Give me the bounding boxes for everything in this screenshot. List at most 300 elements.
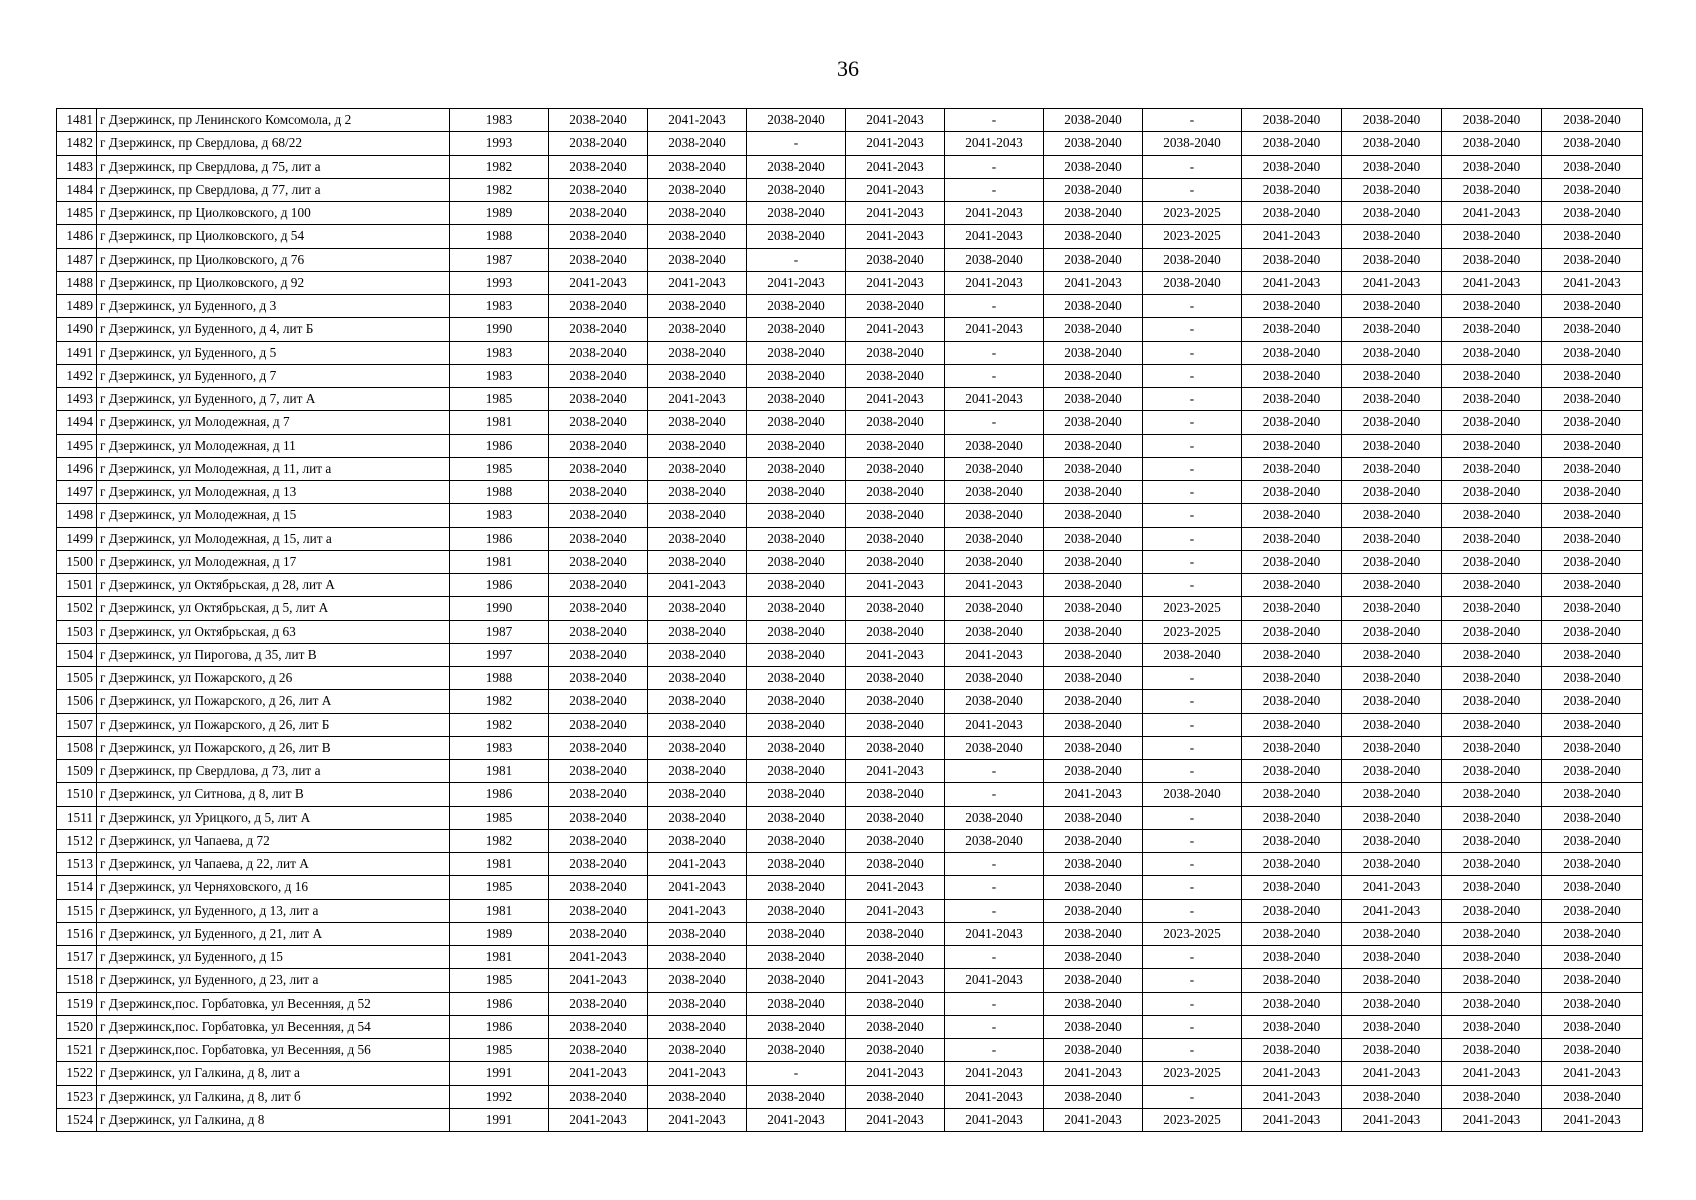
cell-period-7: - xyxy=(1143,434,1242,457)
cell-period-3: 2038-2040 xyxy=(747,760,846,783)
cell-period-4: 2038-2040 xyxy=(846,248,945,271)
cell-build-year: 1982 xyxy=(450,178,549,201)
cell-period-7: - xyxy=(1143,341,1242,364)
cell-period-8: 2041-2043 xyxy=(1242,225,1342,248)
cell-period-8: 2038-2040 xyxy=(1242,178,1342,201)
cell-period-5: - xyxy=(945,155,1044,178)
cell-period-9: 2038-2040 xyxy=(1342,1039,1442,1062)
cell-address: г Дзержинск,пос. Горбатовка, ул Весенняя, д 54 xyxy=(97,1015,450,1038)
cell-period-7: 2038-2040 xyxy=(1143,132,1242,155)
cell-period-10: 2038-2040 xyxy=(1442,1039,1542,1062)
table-row xyxy=(57,527,1643,550)
cell-row-number: 1504 xyxy=(57,643,97,666)
cell-period-4: 2041-2043 xyxy=(846,202,945,225)
cell-period-8: 2041-2043 xyxy=(1242,1108,1342,1131)
cell-period-3: 2038-2040 xyxy=(747,620,846,643)
table-row xyxy=(57,1108,1643,1131)
cell-build-year: 1988 xyxy=(450,481,549,504)
cell-period-10: 2038-2040 xyxy=(1442,946,1542,969)
cell-build-year: 1991 xyxy=(450,1108,549,1131)
table-row xyxy=(57,1015,1643,1038)
cell-period-7: 2023-2025 xyxy=(1143,620,1242,643)
cell-period-2: 2038-2040 xyxy=(648,806,747,829)
cell-period-1: 2038-2040 xyxy=(549,806,648,829)
cell-period-5: 2041-2043 xyxy=(945,713,1044,736)
cell-period-5: - xyxy=(945,1039,1044,1062)
cell-row-number: 1508 xyxy=(57,736,97,759)
cell-address: г Дзержинск, ул Молодежная, д 15, лит а xyxy=(97,527,450,550)
cell-period-4: 2038-2040 xyxy=(846,829,945,852)
cell-period-10: 2038-2040 xyxy=(1442,620,1542,643)
cell-period-4: 2038-2040 xyxy=(846,992,945,1015)
cell-period-1: 2038-2040 xyxy=(549,760,648,783)
cell-period-3: 2038-2040 xyxy=(747,109,846,132)
cell-period-3: 2038-2040 xyxy=(747,481,846,504)
cell-period-3: 2038-2040 xyxy=(747,597,846,620)
table-row xyxy=(57,411,1643,434)
cell-period-8: 2038-2040 xyxy=(1242,248,1342,271)
cell-period-1: 2038-2040 xyxy=(549,155,648,178)
cell-period-10: 2038-2040 xyxy=(1442,643,1542,666)
cell-period-10: 2038-2040 xyxy=(1442,690,1542,713)
table-row xyxy=(57,783,1643,806)
cell-period-9: 2038-2040 xyxy=(1342,202,1442,225)
cell-row-number: 1494 xyxy=(57,411,97,434)
cell-period-10: 2041-2043 xyxy=(1442,1108,1542,1131)
cell-address: г Дзержинск, ул Буденного, д 15 xyxy=(97,946,450,969)
cell-period-8: 2038-2040 xyxy=(1242,736,1342,759)
cell-period-7: 2023-2025 xyxy=(1143,225,1242,248)
cell-period-9: 2038-2040 xyxy=(1342,248,1442,271)
cell-period-10: 2038-2040 xyxy=(1442,550,1542,573)
cell-period-6: 2038-2040 xyxy=(1044,318,1143,341)
cell-period-9: 2038-2040 xyxy=(1342,992,1442,1015)
cell-period-2: 2038-2040 xyxy=(648,411,747,434)
cell-period-5: - xyxy=(945,783,1044,806)
cell-period-8: 2038-2040 xyxy=(1242,318,1342,341)
cell-period-6: 2038-2040 xyxy=(1044,853,1143,876)
cell-period-10: 2038-2040 xyxy=(1442,806,1542,829)
cell-period-2: 2038-2040 xyxy=(648,783,747,806)
cell-period-1: 2041-2043 xyxy=(549,271,648,294)
cell-period-1: 2038-2040 xyxy=(549,202,648,225)
cell-period-10: 2038-2040 xyxy=(1442,411,1542,434)
cell-period-6: 2038-2040 xyxy=(1044,388,1143,411)
cell-period-3: 2038-2040 xyxy=(747,457,846,480)
cell-period-8: 2038-2040 xyxy=(1242,1039,1342,1062)
table-row xyxy=(57,667,1643,690)
cell-period-9: 2038-2040 xyxy=(1342,1085,1442,1108)
cell-build-year: 1986 xyxy=(450,574,549,597)
cell-period-10: 2038-2040 xyxy=(1442,341,1542,364)
cell-build-year: 1988 xyxy=(450,225,549,248)
cell-period-1: 2038-2040 xyxy=(549,1039,648,1062)
cell-period-2: 2038-2040 xyxy=(648,225,747,248)
cell-period-9: 2038-2040 xyxy=(1342,225,1442,248)
cell-row-number: 1488 xyxy=(57,271,97,294)
cell-period-5: - xyxy=(945,295,1044,318)
cell-period-5: 2038-2040 xyxy=(945,806,1044,829)
cell-period-7: - xyxy=(1143,364,1242,387)
cell-address: г Дзержинск, ул Черняховского, д 16 xyxy=(97,876,450,899)
cell-period-5: - xyxy=(945,1015,1044,1038)
table-row xyxy=(57,713,1643,736)
cell-period-2: 2038-2040 xyxy=(648,946,747,969)
cell-period-7: - xyxy=(1143,295,1242,318)
cell-address: г Дзержинск, ул Буденного, д 5 xyxy=(97,341,450,364)
cell-period-3: 2038-2040 xyxy=(747,318,846,341)
cell-period-6: 2038-2040 xyxy=(1044,574,1143,597)
cell-period-6: 2038-2040 xyxy=(1044,178,1143,201)
cell-period-2: 2038-2040 xyxy=(648,760,747,783)
cell-period-8: 2038-2040 xyxy=(1242,597,1342,620)
cell-period-7: - xyxy=(1143,760,1242,783)
cell-period-11: 2038-2040 xyxy=(1542,248,1643,271)
cell-period-1: 2038-2040 xyxy=(549,434,648,457)
cell-row-number: 1509 xyxy=(57,760,97,783)
cell-period-2: 2038-2040 xyxy=(648,713,747,736)
cell-period-1: 2038-2040 xyxy=(549,411,648,434)
cell-period-1: 2038-2040 xyxy=(549,295,648,318)
cell-period-9: 2038-2040 xyxy=(1342,295,1442,318)
cell-period-1: 2038-2040 xyxy=(549,992,648,1015)
cell-period-7: - xyxy=(1143,1015,1242,1038)
cell-build-year: 1987 xyxy=(450,620,549,643)
cell-period-11: 2038-2040 xyxy=(1542,1085,1643,1108)
cell-row-number: 1503 xyxy=(57,620,97,643)
cell-period-3: 2038-2040 xyxy=(747,946,846,969)
cell-period-3: 2038-2040 xyxy=(747,853,846,876)
cell-period-5: - xyxy=(945,364,1044,387)
cell-period-5: 2041-2043 xyxy=(945,132,1044,155)
cell-address: г Дзержинск, пр Свердлова, д 73, лит а xyxy=(97,760,450,783)
cell-period-4: 2038-2040 xyxy=(846,946,945,969)
cell-period-9: 2038-2040 xyxy=(1342,434,1442,457)
cell-period-6: 2038-2040 xyxy=(1044,760,1143,783)
cell-build-year: 1981 xyxy=(450,853,549,876)
cell-period-8: 2038-2040 xyxy=(1242,388,1342,411)
cell-period-5: - xyxy=(945,178,1044,201)
cell-address: г Дзержинск, ул Октябрьская, д 5, лит А xyxy=(97,597,450,620)
cell-period-5: 2041-2043 xyxy=(945,1085,1044,1108)
cell-period-4: 2038-2040 xyxy=(846,620,945,643)
cell-period-9: 2038-2040 xyxy=(1342,178,1442,201)
cell-period-6: 2038-2040 xyxy=(1044,364,1143,387)
table-row xyxy=(57,202,1643,225)
cell-period-6: 2038-2040 xyxy=(1044,155,1143,178)
cell-period-4: 2038-2040 xyxy=(846,341,945,364)
cell-period-7: - xyxy=(1143,876,1242,899)
cell-period-11: 2038-2040 xyxy=(1542,829,1643,852)
cell-row-number: 1501 xyxy=(57,574,97,597)
cell-period-1: 2038-2040 xyxy=(549,899,648,922)
cell-period-7: - xyxy=(1143,388,1242,411)
cell-address: г Дзержинск, пр Циолковского, д 100 xyxy=(97,202,450,225)
cell-build-year: 1986 xyxy=(450,434,549,457)
cell-period-8: 2038-2040 xyxy=(1242,992,1342,1015)
cell-period-3: 2038-2040 xyxy=(747,806,846,829)
cell-build-year: 1981 xyxy=(450,411,549,434)
cell-period-10: 2038-2040 xyxy=(1442,992,1542,1015)
page-number: 36 xyxy=(837,56,859,81)
cell-period-9: 2038-2040 xyxy=(1342,667,1442,690)
cell-period-6: 2038-2040 xyxy=(1044,434,1143,457)
cell-period-10: 2038-2040 xyxy=(1442,899,1542,922)
cell-address: г Дзержинск, пр Свердлова, д 75, лит а xyxy=(97,155,450,178)
cell-address: г Дзержинск, ул Октябрьская, д 63 xyxy=(97,620,450,643)
table-row xyxy=(57,364,1643,387)
cell-period-10: 2038-2040 xyxy=(1442,1085,1542,1108)
cell-period-6: 2038-2040 xyxy=(1044,829,1143,852)
cell-period-9: 2038-2040 xyxy=(1342,550,1442,573)
cell-period-9: 2038-2040 xyxy=(1342,109,1442,132)
table-row xyxy=(57,969,1643,992)
cell-period-4: 2038-2040 xyxy=(846,364,945,387)
cell-row-number: 1517 xyxy=(57,946,97,969)
cell-build-year: 1986 xyxy=(450,1015,549,1038)
table-row xyxy=(57,922,1643,945)
cell-row-number: 1522 xyxy=(57,1062,97,1085)
cell-period-11: 2038-2040 xyxy=(1542,504,1643,527)
table-row xyxy=(57,620,1643,643)
cell-period-10: 2038-2040 xyxy=(1442,760,1542,783)
table-row xyxy=(57,271,1643,294)
table-row xyxy=(57,457,1643,480)
cell-period-4: 2038-2040 xyxy=(846,457,945,480)
cell-period-4: 2038-2040 xyxy=(846,783,945,806)
cell-period-5: 2038-2040 xyxy=(945,248,1044,271)
cell-period-1: 2038-2040 xyxy=(549,829,648,852)
cell-period-8: 2038-2040 xyxy=(1242,853,1342,876)
cell-period-8: 2038-2040 xyxy=(1242,481,1342,504)
cell-period-4: 2038-2040 xyxy=(846,550,945,573)
cell-build-year: 1983 xyxy=(450,736,549,759)
cell-period-8: 2038-2040 xyxy=(1242,760,1342,783)
cell-period-8: 2041-2043 xyxy=(1242,1085,1342,1108)
cell-period-1: 2038-2040 xyxy=(549,550,648,573)
cell-period-11: 2038-2040 xyxy=(1542,946,1643,969)
cell-period-5: 2041-2043 xyxy=(945,388,1044,411)
cell-period-3: 2038-2040 xyxy=(747,992,846,1015)
cell-period-6: 2038-2040 xyxy=(1044,1015,1143,1038)
cell-build-year: 1982 xyxy=(450,829,549,852)
table-row xyxy=(57,876,1643,899)
table-row xyxy=(57,504,1643,527)
cell-address: г Дзержинск, пр Свердлова, д 68/22 xyxy=(97,132,450,155)
cell-period-4: 2038-2040 xyxy=(846,527,945,550)
cell-row-number: 1497 xyxy=(57,481,97,504)
cell-period-4: 2041-2043 xyxy=(846,271,945,294)
cell-period-10: 2038-2040 xyxy=(1442,713,1542,736)
cell-period-7: 2038-2040 xyxy=(1143,643,1242,666)
cell-row-number: 1486 xyxy=(57,225,97,248)
cell-period-8: 2038-2040 xyxy=(1242,713,1342,736)
cell-period-11: 2038-2040 xyxy=(1542,341,1643,364)
cell-address: г Дзержинск, пр Циолковского, д 54 xyxy=(97,225,450,248)
cell-period-2: 2038-2040 xyxy=(648,155,747,178)
cell-period-1: 2038-2040 xyxy=(549,597,648,620)
cell-period-1: 2038-2040 xyxy=(549,922,648,945)
cell-address: г Дзержинск, ул Урицкого, д 5, лит А xyxy=(97,806,450,829)
cell-period-6: 2038-2040 xyxy=(1044,411,1143,434)
cell-build-year: 1983 xyxy=(450,504,549,527)
cell-period-5: - xyxy=(945,853,1044,876)
cell-period-1: 2038-2040 xyxy=(549,457,648,480)
cell-period-4: 2041-2043 xyxy=(846,178,945,201)
cell-period-6: 2038-2040 xyxy=(1044,806,1143,829)
cell-period-8: 2038-2040 xyxy=(1242,341,1342,364)
cell-row-number: 1519 xyxy=(57,992,97,1015)
cell-period-4: 2041-2043 xyxy=(846,574,945,597)
cell-period-5: 2038-2040 xyxy=(945,597,1044,620)
cell-period-1: 2038-2040 xyxy=(549,388,648,411)
cell-build-year: 1982 xyxy=(450,690,549,713)
cell-period-9: 2038-2040 xyxy=(1342,620,1442,643)
cell-period-7: - xyxy=(1143,667,1242,690)
cell-period-3: 2038-2040 xyxy=(747,690,846,713)
cell-period-8: 2041-2043 xyxy=(1242,271,1342,294)
cell-period-3: 2038-2040 xyxy=(747,504,846,527)
cell-period-11: 2038-2040 xyxy=(1542,388,1643,411)
cell-period-4: 2038-2040 xyxy=(846,295,945,318)
cell-period-10: 2038-2040 xyxy=(1442,364,1542,387)
cell-period-8: 2038-2040 xyxy=(1242,527,1342,550)
cell-period-2: 2041-2043 xyxy=(648,388,747,411)
cell-period-9: 2038-2040 xyxy=(1342,946,1442,969)
cell-period-10: 2038-2040 xyxy=(1442,178,1542,201)
cell-period-2: 2038-2040 xyxy=(648,736,747,759)
table-row xyxy=(57,1085,1643,1108)
cell-period-4: 2038-2040 xyxy=(846,667,945,690)
cell-period-6: 2038-2040 xyxy=(1044,899,1143,922)
cell-period-6: 2038-2040 xyxy=(1044,713,1143,736)
cell-period-7: - xyxy=(1143,806,1242,829)
cell-period-6: 2038-2040 xyxy=(1044,295,1143,318)
cell-period-8: 2038-2040 xyxy=(1242,109,1342,132)
cell-period-4: 2038-2040 xyxy=(846,1015,945,1038)
cell-period-10: 2038-2040 xyxy=(1442,132,1542,155)
cell-period-1: 2038-2040 xyxy=(549,690,648,713)
cell-period-2: 2038-2040 xyxy=(648,527,747,550)
cell-period-5: 2041-2043 xyxy=(945,318,1044,341)
cell-period-6: 2038-2040 xyxy=(1044,504,1143,527)
cell-period-11: 2038-2040 xyxy=(1542,643,1643,666)
cell-row-number: 1500 xyxy=(57,550,97,573)
cell-period-7: - xyxy=(1143,457,1242,480)
cell-period-3: 2038-2040 xyxy=(747,527,846,550)
cell-period-2: 2041-2043 xyxy=(648,899,747,922)
cell-period-4: 2041-2043 xyxy=(846,1062,945,1085)
cell-period-2: 2038-2040 xyxy=(648,620,747,643)
cell-period-2: 2038-2040 xyxy=(648,504,747,527)
cell-period-9: 2041-2043 xyxy=(1342,1108,1442,1131)
cell-period-9: 2038-2040 xyxy=(1342,783,1442,806)
table-row xyxy=(57,806,1643,829)
cell-period-5: - xyxy=(945,876,1044,899)
cell-address: г Дзержинск, пр Свердлова, д 77, лит а xyxy=(97,178,450,201)
cell-period-2: 2038-2040 xyxy=(648,690,747,713)
cell-period-8: 2038-2040 xyxy=(1242,620,1342,643)
cell-period-8: 2038-2040 xyxy=(1242,202,1342,225)
cell-period-11: 2038-2040 xyxy=(1542,481,1643,504)
cell-period-8: 2038-2040 xyxy=(1242,1015,1342,1038)
cell-period-9: 2038-2040 xyxy=(1342,388,1442,411)
cell-period-6: 2038-2040 xyxy=(1044,667,1143,690)
table-row xyxy=(57,132,1643,155)
cell-period-4: 2038-2040 xyxy=(846,1085,945,1108)
cell-period-3: 2038-2040 xyxy=(747,899,846,922)
cell-period-7: - xyxy=(1143,829,1242,852)
cell-period-6: 2038-2040 xyxy=(1044,992,1143,1015)
cell-row-number: 1491 xyxy=(57,341,97,364)
cell-address: г Дзержинск, ул Пожарского, д 26, лит В xyxy=(97,736,450,759)
table-row xyxy=(57,295,1643,318)
cell-period-9: 2038-2040 xyxy=(1342,969,1442,992)
cell-period-6: 2041-2043 xyxy=(1044,783,1143,806)
cell-period-9: 2041-2043 xyxy=(1342,876,1442,899)
cell-period-8: 2038-2040 xyxy=(1242,643,1342,666)
cell-period-3: 2038-2040 xyxy=(747,1039,846,1062)
cell-period-5: - xyxy=(945,760,1044,783)
cell-period-8: 2038-2040 xyxy=(1242,806,1342,829)
cell-period-9: 2041-2043 xyxy=(1342,271,1442,294)
cell-period-11: 2038-2040 xyxy=(1542,760,1643,783)
cell-period-4: 2041-2043 xyxy=(846,969,945,992)
cell-period-11: 2038-2040 xyxy=(1542,527,1643,550)
cell-period-8: 2041-2043 xyxy=(1242,1062,1342,1085)
cell-period-7: - xyxy=(1143,736,1242,759)
cell-period-7: - xyxy=(1143,690,1242,713)
cell-period-9: 2038-2040 xyxy=(1342,574,1442,597)
cell-address: г Дзержинск, ул Молодежная, д 15 xyxy=(97,504,450,527)
cell-build-year: 1982 xyxy=(450,713,549,736)
buildings-table xyxy=(56,108,1643,1132)
cell-period-6: 2038-2040 xyxy=(1044,1039,1143,1062)
cell-period-5: 2038-2040 xyxy=(945,690,1044,713)
cell-period-1: 2038-2040 xyxy=(549,364,648,387)
cell-period-2: 2041-2043 xyxy=(648,876,747,899)
cell-period-11: 2038-2040 xyxy=(1542,667,1643,690)
cell-period-4: 2041-2043 xyxy=(846,1108,945,1131)
cell-build-year: 1983 xyxy=(450,295,549,318)
cell-period-11: 2038-2040 xyxy=(1542,806,1643,829)
cell-period-6: 2038-2040 xyxy=(1044,132,1143,155)
table-row xyxy=(57,388,1643,411)
cell-row-number: 1492 xyxy=(57,364,97,387)
table-row xyxy=(57,341,1643,364)
cell-period-8: 2038-2040 xyxy=(1242,946,1342,969)
cell-period-4: 2041-2043 xyxy=(846,318,945,341)
cell-build-year: 1981 xyxy=(450,946,549,969)
cell-period-7: - xyxy=(1143,946,1242,969)
cell-period-5: 2038-2040 xyxy=(945,457,1044,480)
cell-period-5: 2041-2043 xyxy=(945,969,1044,992)
cell-period-10: 2038-2040 xyxy=(1442,109,1542,132)
cell-period-11: 2038-2040 xyxy=(1542,969,1643,992)
cell-period-8: 2038-2040 xyxy=(1242,550,1342,573)
cell-period-2: 2038-2040 xyxy=(648,457,747,480)
cell-period-9: 2038-2040 xyxy=(1342,341,1442,364)
cell-period-5: 2041-2043 xyxy=(945,1062,1044,1085)
cell-period-10: 2038-2040 xyxy=(1442,574,1542,597)
cell-period-7: - xyxy=(1143,504,1242,527)
cell-address: г Дзержинск, пр Циолковского, д 92 xyxy=(97,271,450,294)
cell-row-number: 1502 xyxy=(57,597,97,620)
cell-period-10: 2038-2040 xyxy=(1442,248,1542,271)
cell-period-7: - xyxy=(1143,109,1242,132)
cell-row-number: 1483 xyxy=(57,155,97,178)
cell-period-11: 2038-2040 xyxy=(1542,620,1643,643)
